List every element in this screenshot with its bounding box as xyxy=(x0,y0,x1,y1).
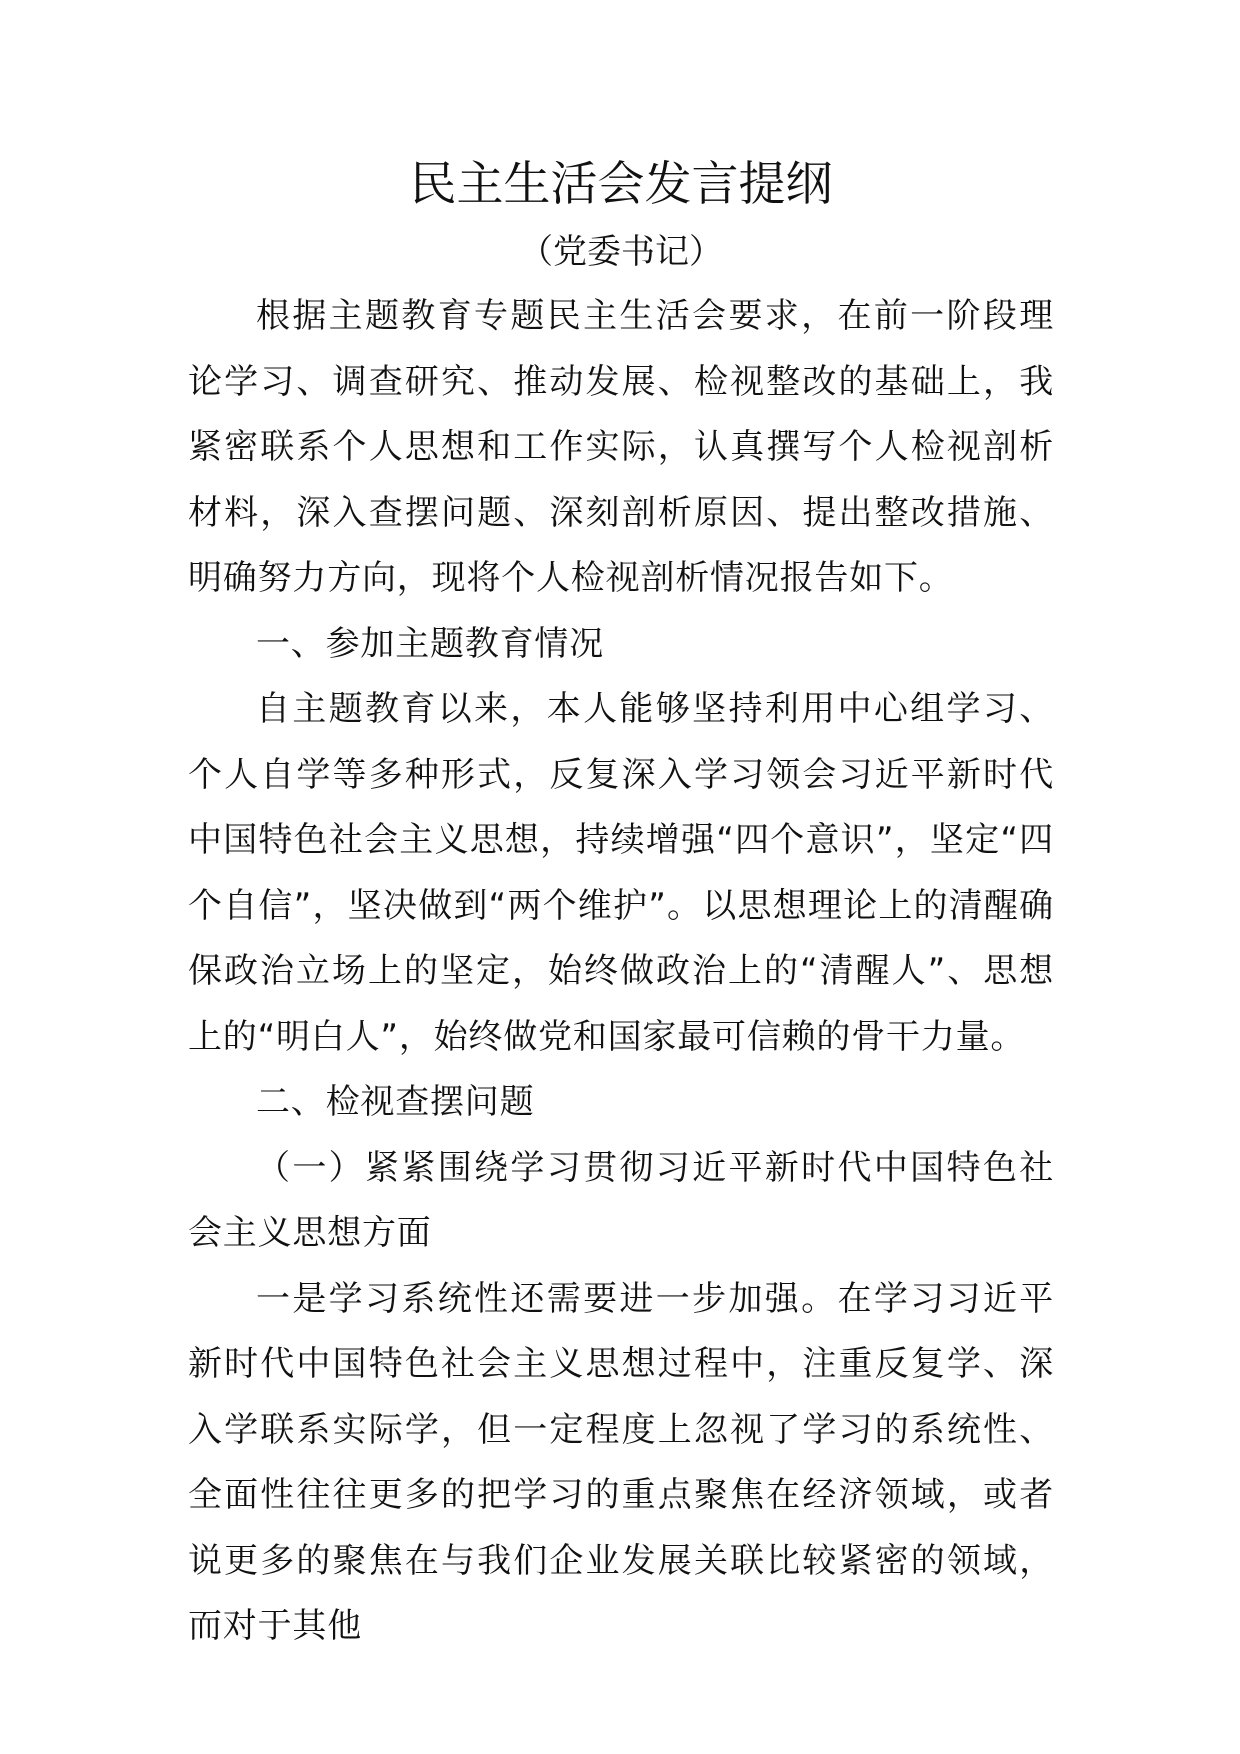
section1-heading: 一、参加主题教育情况 xyxy=(256,623,604,664)
section1-paragraph: 自主题教育以来，本人能够坚持利用中心组学习、个人自学等多种形式，反复深入学习领会习近平新时代中国特色社会主义思想，持续增强“四个意识”，坚定“四个自信”，坚决做到“两个维护”。以思想理论上的清醒确保政治立场上的坚定，始终做政治上的“清醒人”、思想上的“明白人”，始终做党和国家最可信赖的骨干力量。 xyxy=(188,689,1054,1057)
document-content xyxy=(188,150,1054,1660)
section2-subheading: （一）紧紧围绕学习贯彻习近平新时代中国特色社会主义思想方面 xyxy=(188,1147,1054,1253)
document-subtitle: （党委书记） xyxy=(519,232,723,272)
section2-paragraph: 一是学习系统性还需要进一步加强。在学习习近平新时代中国特色社会主义思想过程中，注重反复学、深入学联系实际学，但一定程度上忽视了学习的系统性、全面性往往更多的把学习的重点聚焦在经济领域，或者说更多的聚焦在与我们企业发展关联比较紧密的领域，而对于其他 xyxy=(188,1278,1054,1646)
document-title: 民主生活会发言提纲 xyxy=(409,157,833,212)
section2-heading: 二、检视查摆问题 xyxy=(256,1082,535,1122)
intro-paragraph: 根据主题教育专题民主生活会要求，在前一阶段理论学习、调查研究、推动发展、检视整改的基础上，我紧密联系个人思想和工作实际，认真撰写个人检视剖析材料，深入查摆问题、深刻剖析原因、提出整改措施、明确努力方向，现将个人检视剖析情况报告如下。 xyxy=(188,296,1054,598)
